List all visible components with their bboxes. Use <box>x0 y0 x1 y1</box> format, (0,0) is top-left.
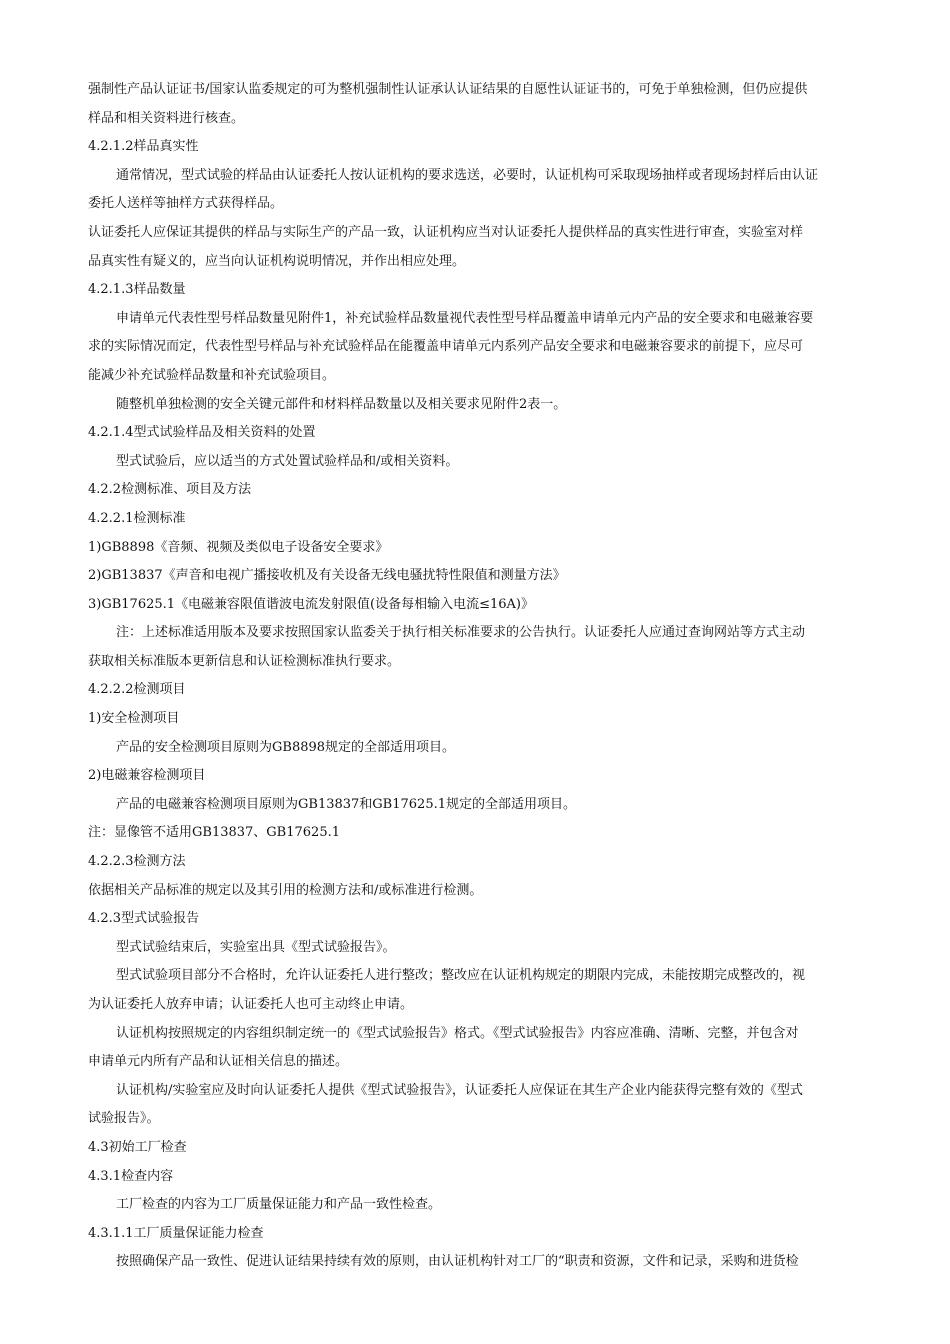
paragraph-line: 1)GB8898《音频、视频及类似电子设备安全要求》 <box>88 539 389 555</box>
section-heading: 4.2.1.4型式试验样品及相关资料的处置 <box>88 425 316 441</box>
paragraph-line: 随整机单独检测的安全关键元部件和材料样品数量以及相关要求见附件2表一。 <box>116 396 567 412</box>
paragraph-line: 2)GB13837《声音和电视广播接收机及有关设备无线电骚扰特性限值和测量方法》 <box>88 568 566 584</box>
section-heading: 4.2.2.3检测方法 <box>88 854 186 870</box>
paragraph-line: 认证委托人应保证其提供的样品与实际生产的产品一致，认证机构应当对认证委托人提供样品的真实性进行审查，实验室对样 <box>88 224 804 240</box>
paragraph-line: 能减少补充试验样品数量和补充试验项目。 <box>88 367 336 383</box>
paragraph-line: 认证机构按照规定的内容组织制定统一的《型式试验报告》格式。《型式试验报告》内容应准确、清晰、完整，并包含对 <box>116 1025 799 1041</box>
paragraph-line: 工厂检查的内容为工厂质量保证能力和产品一致性检查。 <box>116 1197 442 1213</box>
paragraph-line: 依据相关产品标准的规定以及其引用的检测方法和/或标准进行检测。 <box>88 882 483 898</box>
section-heading: 4.2.2.1检测标准 <box>88 510 186 526</box>
paragraph-line: 通常情况，型式试验的样品由认证委托人按认证机构的要求选送，必要时，认证机构可采取现场抽样或者现场封样后由认证 <box>116 167 819 183</box>
paragraph-line: 型式试验项目部分不合格时，允许认证委托人进行整改；整改应在认证机构规定的期限内完成，未能按期完成整改的，视 <box>116 968 806 984</box>
paragraph-line: 试验报告》。 <box>88 1111 160 1127</box>
paragraph-line: 申请单元内所有产品和认证相关信息的描述。 <box>88 1054 349 1070</box>
paragraph-line: 委托人送样等抽样方式获得样品。 <box>88 196 284 212</box>
paragraph-line: 注：显像管不适用GB13837、GB17625.1 <box>88 825 340 841</box>
paragraph-line: 按照确保产品一致性、促进认证结果持续有效的原则，由认证机构针对工厂的“职责和资源，文件和记录，采购和进货检 <box>116 1254 799 1270</box>
paragraph-line: 求的实际情况而定，代表性型号样品与补充试验样品在能覆盖申请单元内系列产品安全要求和电磁兼容要求的前提下，应尽可 <box>88 339 804 355</box>
paragraph-line: 产品的安全检测项目原则为GB8898规定的全部适用项目。 <box>116 739 456 755</box>
paragraph-line: 获取相关标准版本更新信息和认证检测标准执行要求。 <box>88 653 401 669</box>
section-heading: 4.3.1检查内容 <box>88 1168 174 1184</box>
section-heading: 4.2.1.2样品真实性 <box>88 139 199 155</box>
paragraph-line: 申请单元代表性型号样品数量见附件1，补充试验样品数量视代表性型号样品覆盖申请单元内产品的安全要求和电磁兼容要 <box>116 310 814 326</box>
section-heading: 4.2.3型式试验报告 <box>88 911 200 927</box>
document-page <box>88 76 888 1277</box>
paragraph-line: 1)安全检测项目 <box>88 711 180 727</box>
section-heading: 4.2.2.2检测项目 <box>88 682 186 698</box>
paragraph-line: 认证机构/实验室应及时向认证委托人提供《型式试验报告》，认证委托人应保证在其生产企业内能获得完整有效的《型式 <box>116 1082 803 1098</box>
section-heading: 4.2.1.3样品数量 <box>88 282 186 298</box>
paragraph-line: 3)GB17625.1《电磁兼容限值谐波电流发射限值(设备每相输入电流≤16A)》 <box>88 596 535 612</box>
section-heading: 4.3.1.1工厂质量保证能力检查 <box>88 1225 264 1241</box>
section-heading: 4.2.2检测标准、项目及方法 <box>88 482 252 498</box>
paragraph-line: 型式试验结束后，实验室出具《型式试验报告》。 <box>116 939 396 955</box>
paragraph-line: 样品和相关资料进行核查。 <box>88 110 245 126</box>
paragraph-line: 品真实性有疑义的，应当向认证机构说明情况，并作出相应处理。 <box>88 253 466 269</box>
paragraph-line: 为认证委托人放弃申请；认证委托人也可主动终止申请。 <box>88 997 414 1012</box>
paragraph-line: 强制性产品认证证书/国家认监委规定的可为整机强制性认证承认认证结果的自愿性认证证书的，可免于单独检测，但仍应提供 <box>88 82 808 97</box>
paragraph-line: 型式试验后，应以适当的方式处置试验样品和/或相关资料。 <box>116 453 459 469</box>
paragraph-line: 注：上述标准适用版本及要求按照国家认监委关于执行相关标准要求的公告执行。认证委托人应通过查询网站等方式主动 <box>116 625 806 641</box>
paragraph-line: 产品的电磁兼容检测项目原则为GB13837和GB17625.1规定的全部适用项目。 <box>116 796 576 812</box>
section-heading: 4.3初始工厂检查 <box>88 1139 187 1155</box>
paragraph-line: 2)电磁兼容检测项目 <box>88 768 206 784</box>
